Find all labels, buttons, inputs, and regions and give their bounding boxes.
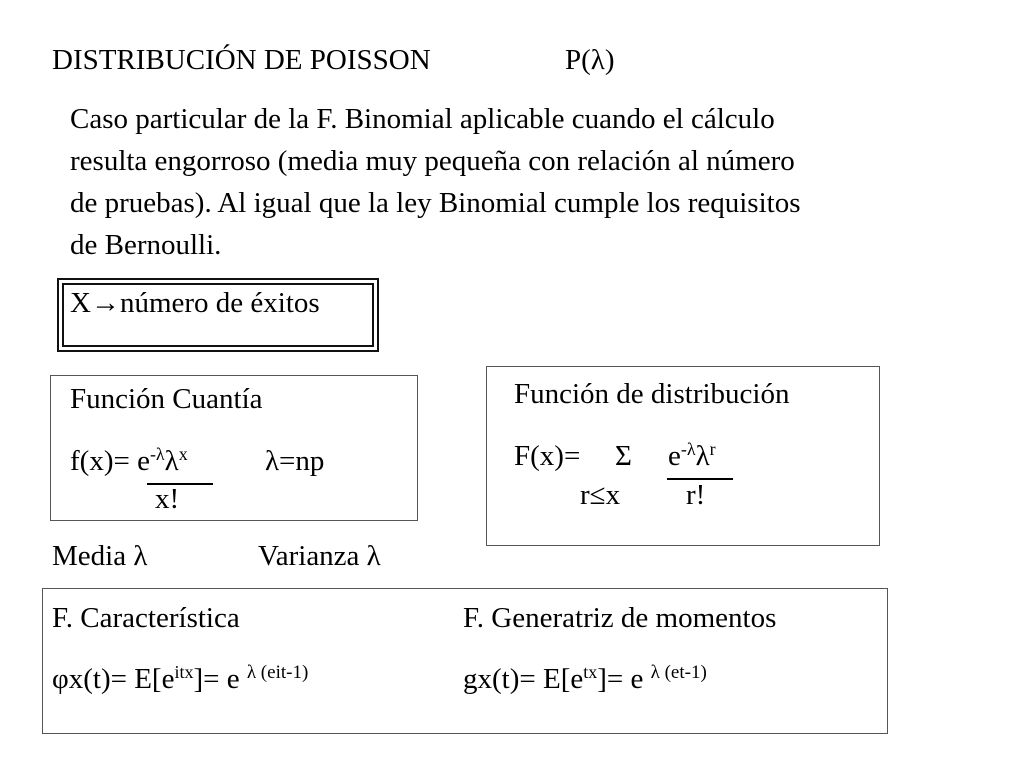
title-notation: P(λ) bbox=[565, 44, 615, 76]
intro-line-3: de pruebas). Al igual que la ley Binomial cumple los requisitos bbox=[70, 187, 801, 219]
media-label: Media λ bbox=[52, 540, 148, 572]
caracteristica-power: λ (eit-1) bbox=[246, 662, 309, 683]
cuantia-denominator: x! bbox=[155, 483, 180, 515]
generatriz-formula: $gx(t)= E[e^{tx}]= e$ $^{\lambda (et-1)}$ bbox=[463, 662, 707, 695]
title-text: DISTRIBUCIÓN DE POISSON bbox=[52, 44, 431, 76]
cuantia-numerator: $e^{-\lambda}\lambda^x$ bbox=[137, 444, 188, 477]
intro-line-2: resulta engorroso (media muy pequeña con relación al número bbox=[70, 145, 795, 177]
varianza-label: Varianza λ bbox=[258, 540, 381, 572]
intro-line-4: de Bernoulli. bbox=[70, 229, 222, 261]
generatriz-heading: F. Generatriz de momentos bbox=[463, 602, 777, 634]
page-title bbox=[52, 44, 431, 77]
intro-line-1: Caso particular de la F. Binomial aplicable cuando el cálculo bbox=[70, 103, 775, 135]
distribucion-denominator: r! bbox=[686, 479, 706, 511]
cuantia-heading: Función Cuantía bbox=[70, 383, 263, 415]
cuantia-relation: λ=np bbox=[265, 445, 325, 477]
variable-definition: X→número de éxitos bbox=[70, 287, 320, 319]
distribucion-heading: Función de distribución bbox=[514, 378, 790, 410]
distribucion-lhs: F(x)= bbox=[514, 440, 581, 472]
sigma-icon: Σ bbox=[615, 440, 632, 472]
cuantia-formula bbox=[70, 445, 188, 478]
generatriz-power: λ (et-1) bbox=[650, 662, 707, 683]
caracteristica-heading: F. Característica bbox=[52, 602, 240, 634]
caracteristica-formula: $\varphi x(t)= E[e^{itx}]= e$ $^{\lambda (eit-1)}$ bbox=[52, 662, 309, 695]
distribucion-sum-index: r≤x bbox=[580, 479, 621, 511]
distribucion-numerator: $e^{-\lambda}\lambda^r$ bbox=[668, 439, 716, 472]
cuantia-lhs: f(x)= bbox=[70, 445, 130, 477]
